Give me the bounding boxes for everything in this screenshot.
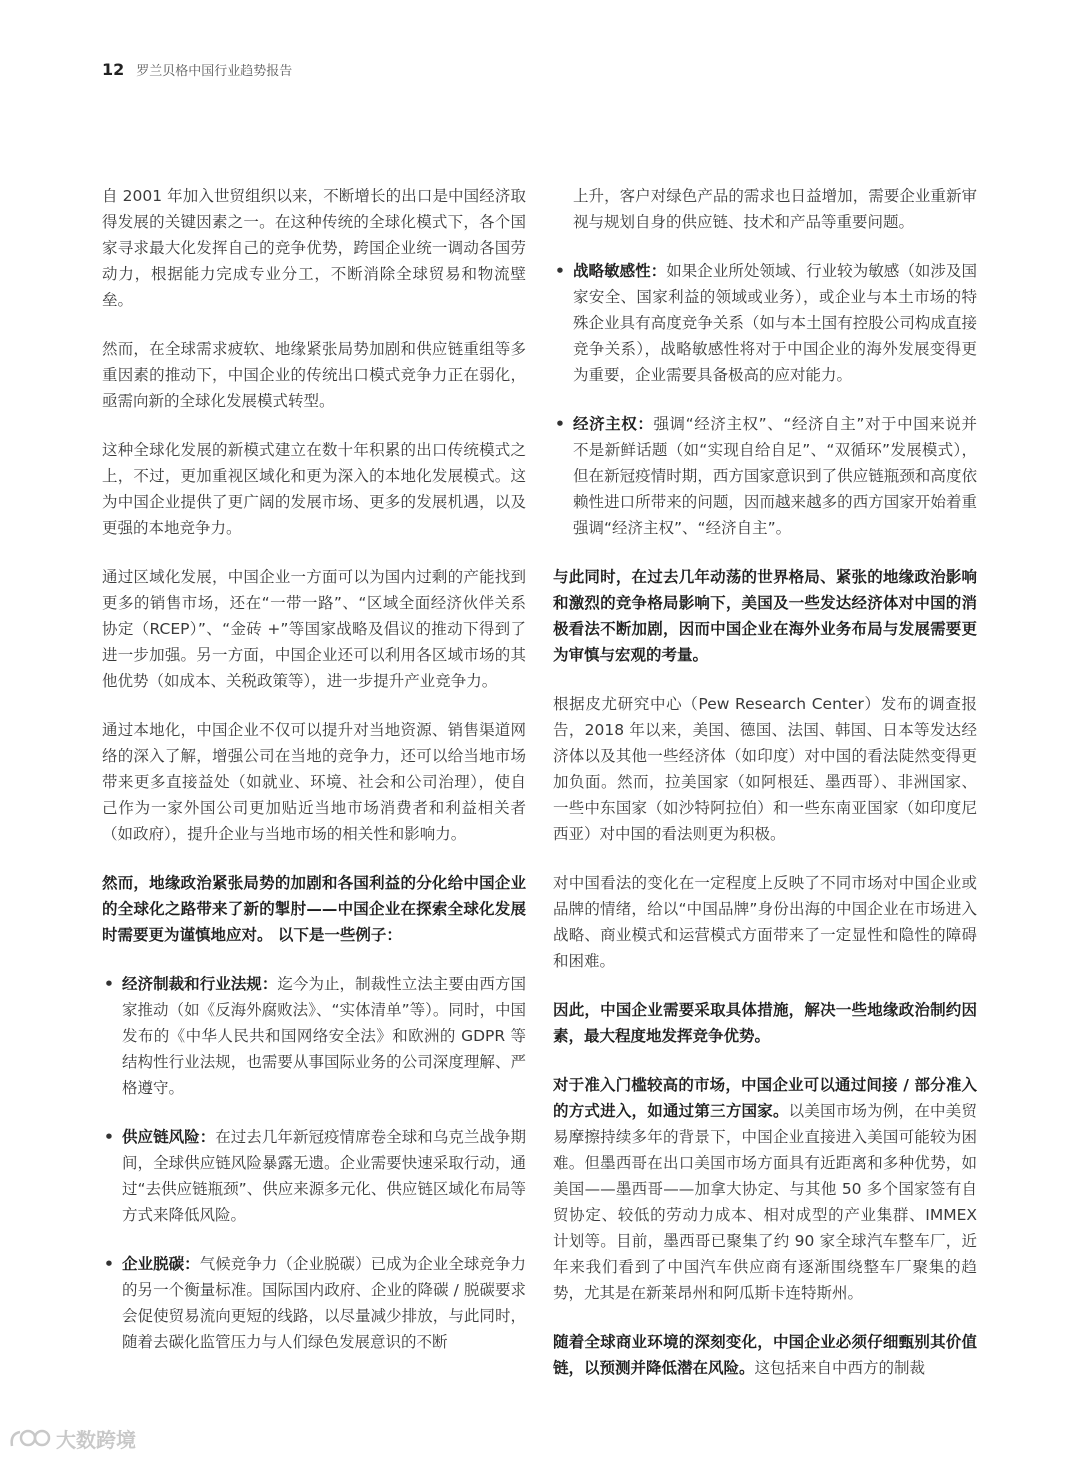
paragraph xyxy=(553,1329,977,1381)
paragraph: 根据皮尤研究中心（Pew Research Center）发布的调查报告，2018 年以来，美国、德国、法国、韩国、日本等发达经济体以及其他一些经济体（如印度）对中国的看法陡然变得更加负面。然而，拉美国家（如阿根廷、墨西哥）、非洲国家、一些中东国家（如沙特阿拉伯）和一些东南亚国家（如印度尼西亚）对中国的看法则更为积极。 xyxy=(553,695,977,843)
bullet-list xyxy=(102,971,526,1355)
paragraph: 然而，在全球需求疲软、地缘紧张局势加剧和供应链重组等多重因素的推动下，中国企业的传统出口模式竞争力正在弱化，亟需向新的全球化发展模式转型。 xyxy=(102,340,526,410)
paragraph xyxy=(553,1072,977,1306)
bullet-text: 强调“经济主权”、“经济自主”对于中国来说并不是新鲜话题（如“实现自给自足”、“双循环”发展模式），但在新冠疫情时期，西方国家意识到了供应链瓶颈和高度依赖性进口所带来的问题，因而越来越多的西方国家开始着重强调“经济主权”、“经济自主”。 xyxy=(573,415,977,537)
bullet-text: 如果企业所处领域、行业较为敏感（如涉及国家安全、国家利益的领域或业务），或企业与本土市场的特殊企业具有高度竞争关系（如与本土国有控股公司构成直接竞争关系），战略敏感性将对于中国企业的海外发展变得更为重要，企业需要具备极高的应对能力。 xyxy=(573,262,977,384)
bullet-label: 经济制裁和行业法规： xyxy=(122,975,278,993)
bold-paragraph: 因此，中国企业需要采取具体措施，解决一些地缘政治制约因素，最大程度地发挥竞争优势。 xyxy=(553,1001,977,1045)
bold-lead: 随着全球商业环境的深刻变化，中国企业必须仔细甄别其价值链，以预测并降低潜在风险。 xyxy=(553,1333,977,1377)
page-number: 12 xyxy=(102,60,125,79)
bullet-label: 供应链风险： xyxy=(122,1128,216,1146)
paragraph: 通过本地化，中国企业不仅可以提升对当地资源、销售渠道网络的深入了解，增强公司在当地的竞争力，还可以给当地市场带来更多直接益处（如就业、环境、社会和公司治理），使自己作为一家外国公司更加贴近当地市场消费者和利益相关者（如政府），提升企业与当地市场的相关性和影响力。 xyxy=(102,721,526,843)
page-header xyxy=(102,60,292,79)
paragraph: 对中国看法的变化在一定程度上反映了不同市场对中国企业或品牌的情绪，给以“中国品牌”身份出海的中国企业在市场进入战略、商业模式和运营模式方面带来了一定显性和隐性的障碍和困难。 xyxy=(553,874,977,970)
bullet-text: 迄今为止，制裁性立法主要由西方国家推动（如《反海外腐败法》、“实体清单”等）。同时，中国发布的《中华人民共和国网络安全法》和欧洲的 GDPR 等结构性行业法规，也需要从事国际业务的公司深度理解、严格遵守。 xyxy=(122,975,526,1097)
list-item xyxy=(102,1251,526,1355)
paragraph: 通过区域化发展，中国企业一方面可以为国内过剩的产能找到更多的销售市场，还在“一带一路”、“区域全面经济伙伴关系协定（RCEP）”、“金砖 +”等国家战略及倡议的推动下得到了进一步加强。另一方面，中国企业还可以利用各区域市场的其他优势（如成本、关税政策等），进一步提升产业竞争力。 xyxy=(102,568,526,690)
bullet-label: 经济主权： xyxy=(573,415,654,433)
report-title: 罗兰贝格中国行业趋势报告 xyxy=(136,64,293,79)
paragraph: 这种全球化发展的新模式建立在数十年积累的出口传统模式之上，不过，更加重视区域化和更为深入的本地化发展模式。这为中国企业提供了更广阔的发展市场、更多的发展机遇，以及更强的本地竞争力。 xyxy=(102,441,526,537)
paragraph-text: 以美国市场为例，在中美贸易摩擦持续多年的背景下，中国企业直接进入美国可能较为困难。但墨西哥在出口美国市场方面具有近距离和多种优势，如美国——墨西哥——加拿大协定、与其他 50 多个国家签有自贸协定、较低的劳动力成本、相对成型的产业集群、IMMEX 计划等。目前，墨西哥已聚集了约 90 家全球汽车整车厂，近年来我们看到了中国汽车供应商有逐渐围绕整车厂聚集的趋势，尤其是在新莱昂州和阿瓜斯卡连特斯州。 xyxy=(553,1102,977,1302)
bullet-label: 企业脱碳： xyxy=(122,1255,200,1273)
paragraph: 上升，客户对绿色产品的需求也日益增加，需要企业重新审视与规划自身的供应链、技术和产品等重要问题。 xyxy=(573,187,977,231)
paragraph-text: 这包括来自中西方的制裁 xyxy=(754,1359,926,1377)
bold-paragraph: 然而，地缘政治紧张局势的加剧和各国利益的分化给中国企业的全球化之路带来了新的掣肘——中国企业在探索全球化发展时需要更为谨慎地应对。 以下是一些例子： xyxy=(102,874,526,944)
list-item xyxy=(102,971,526,1101)
bold-paragraph: 与此同时，在过去几年动荡的世界格局、紧张的地缘政治影响和激烈的竞争格局影响下，美国及一些发达经济体对中国的消极看法不断加剧，因而中国企业在海外业务布局与发展需要更为审慎与宏观的考量。 xyxy=(553,568,977,664)
list-item xyxy=(553,258,977,388)
bullet-list xyxy=(553,258,977,541)
watermark-text: 大数跨境 xyxy=(56,1428,136,1452)
watermark-logo-icon xyxy=(8,1426,52,1452)
right-column xyxy=(553,183,977,1404)
left-column xyxy=(102,183,526,1378)
list-item xyxy=(553,411,977,541)
watermark xyxy=(8,1424,136,1453)
bullet-label: 战略敏感性： xyxy=(573,262,667,280)
bullet-text: 在过去几年新冠疫情席卷全球和乌克兰战争期间，全球供应链风险暴露无遗。企业需要快速采取行动，通过“去供应链瓶颈”、供应来源多元化、供应链区域化布局等方式来降低风险。 xyxy=(122,1128,526,1224)
bullet-text: 气候竞争力（企业脱碳）已成为企业全球竞争力的另一个衡量标准。国际国内政府、企业的降碳 / 脱碳要求会促使贸易流向更短的线路，以尽量减少排放，与此同时，随着去碳化监管压力与人们绿色发展意识的不断 xyxy=(122,1255,526,1351)
paragraph: 自 2001 年加入世贸组织以来，不断增长的出口是中国经济取得发展的关键因素之一。在这种传统的全球化模式下，各个国家寻求最大化发挥自己的竞争优势，跨国企业统一调动各国劳动力，根据能力完成专业分工，不断消除全球贸易和物流壁垒。 xyxy=(102,187,526,309)
list-item xyxy=(102,1124,526,1228)
bold-lead: 对于准入门槛较高的市场，中国企业可以通过间接 / 部分准入的方式进入，如通过第三方国家。 xyxy=(553,1076,977,1120)
